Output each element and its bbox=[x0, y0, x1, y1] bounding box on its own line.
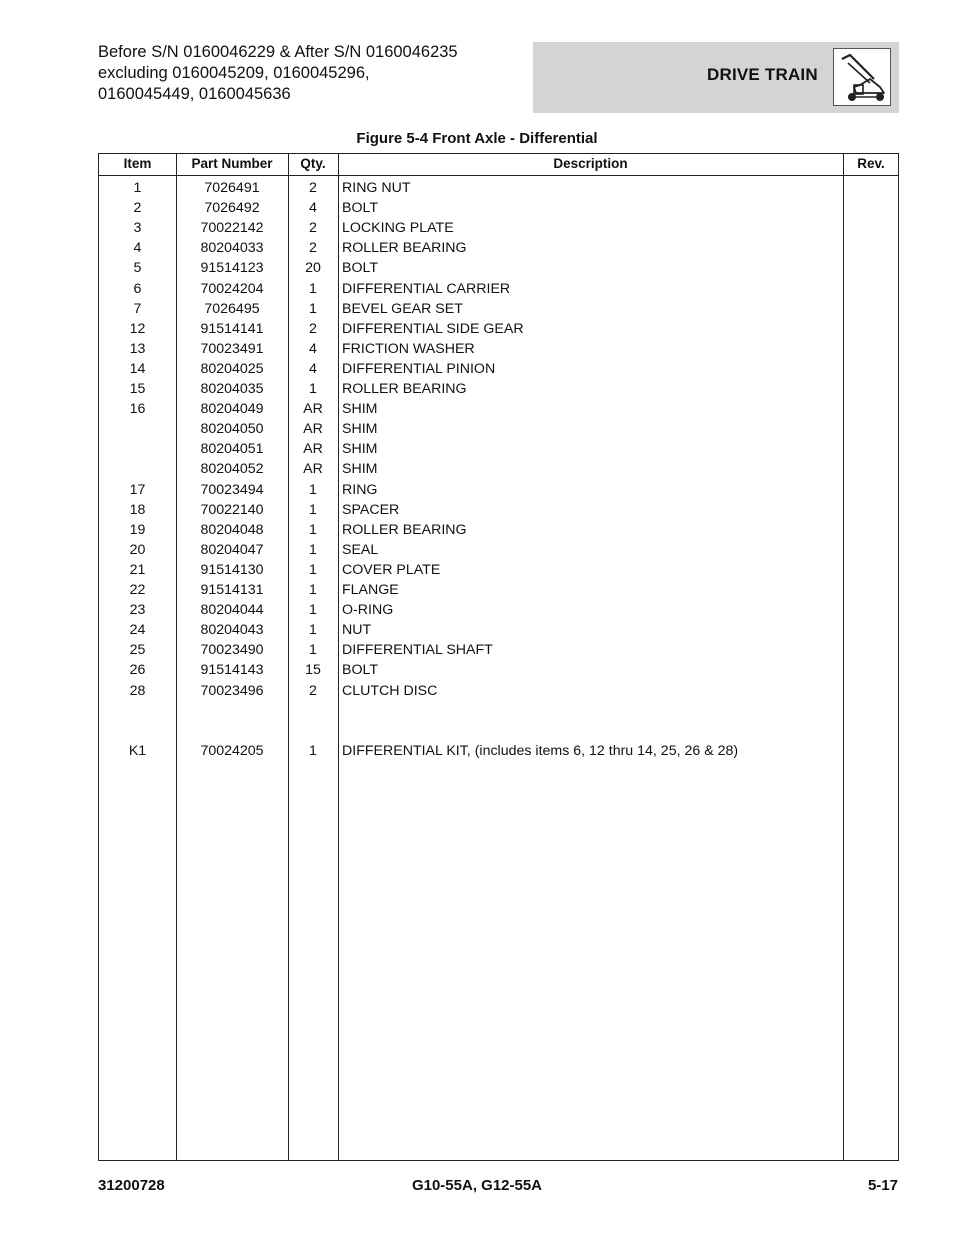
cell-item: 28 bbox=[129, 682, 146, 699]
cell-qty: 4 bbox=[309, 360, 317, 377]
cell-item: 5 bbox=[133, 260, 142, 277]
cell-part-number: 80204049 bbox=[200, 401, 264, 418]
cell-qty: 1 bbox=[309, 602, 317, 619]
drive-train-vehicle-icon bbox=[833, 48, 891, 106]
cell-part-number: 70023494 bbox=[200, 481, 264, 498]
cell-description: DIFFERENTIAL KIT, (includes items 6, 12 thru 14, 25, 26 & 28) bbox=[342, 742, 739, 759]
cell-item: 6 bbox=[133, 280, 142, 297]
cell-qty: 1 bbox=[309, 541, 317, 558]
cell-qty: 1 bbox=[309, 642, 317, 659]
cell-item: 7 bbox=[133, 300, 142, 317]
cell-item: 24 bbox=[129, 622, 146, 639]
cell-item: 12 bbox=[129, 320, 146, 337]
cell-description: SHIM bbox=[342, 421, 378, 438]
table-row bbox=[99, 560, 898, 580]
table-row bbox=[99, 299, 898, 319]
cell-item: 4 bbox=[133, 240, 142, 257]
document-number: 31200728 bbox=[98, 1177, 165, 1194]
cell-item: 14 bbox=[129, 360, 146, 377]
cell-description: SPACER bbox=[342, 501, 400, 518]
table-row bbox=[99, 379, 898, 399]
section-title: DRIVE TRAIN bbox=[707, 65, 818, 84]
cell-part-number: 80204047 bbox=[200, 541, 264, 558]
cell-description: BOLT bbox=[342, 662, 379, 679]
cell-part-number: 70022142 bbox=[200, 220, 264, 237]
table-row bbox=[99, 580, 898, 600]
table-row bbox=[99, 419, 898, 439]
cell-description: CLUTCH DISC bbox=[342, 682, 438, 699]
cell-description: ROLLER BEARING bbox=[342, 381, 467, 397]
cell-qty: 1 bbox=[309, 561, 317, 578]
column-header-description: Description bbox=[553, 156, 628, 171]
table-row bbox=[99, 640, 898, 660]
cell-description: O-RING bbox=[342, 602, 394, 619]
cell-item: 21 bbox=[129, 561, 146, 578]
cell-qty: AR bbox=[303, 421, 323, 438]
column-header-qty: Qty. bbox=[300, 156, 326, 171]
section-banner bbox=[533, 42, 899, 113]
table-row bbox=[99, 359, 898, 379]
cell-qty: 1 bbox=[309, 300, 317, 317]
cell-item: 20 bbox=[129, 541, 146, 558]
table-row bbox=[99, 198, 898, 218]
cell-part-number: 80204052 bbox=[200, 461, 264, 478]
cell-qty: 1 bbox=[309, 280, 317, 297]
cell-description: DIFFERENTIAL SIDE GEAR bbox=[342, 320, 524, 337]
cell-qty: 1 bbox=[309, 521, 317, 538]
cell-description: RING bbox=[342, 481, 378, 498]
parts-table bbox=[98, 153, 899, 1161]
header-line: Before S/N 0160046229 & After S/N 0160046235 bbox=[98, 43, 458, 61]
table-row bbox=[99, 681, 898, 701]
cell-qty: 1 bbox=[309, 582, 317, 598]
header-line: 0160045449, 0160045636 bbox=[98, 85, 291, 103]
cell-description: ROLLER BEARING bbox=[342, 521, 467, 538]
column-header-rev: Rev. bbox=[857, 156, 885, 171]
cell-part-number: 70023491 bbox=[200, 340, 264, 357]
cell-qty: 1 bbox=[309, 481, 317, 498]
cell-part-number: 80204050 bbox=[200, 421, 264, 438]
cell-part-number: 70022140 bbox=[200, 501, 264, 518]
cell-qty: 2 bbox=[309, 180, 317, 196]
cell-description: SHIM bbox=[342, 441, 378, 458]
cell-item: 16 bbox=[129, 401, 146, 418]
cell-part-number: 80204044 bbox=[200, 602, 264, 619]
cell-part-number: 80204025 bbox=[200, 360, 264, 377]
table-row bbox=[99, 459, 898, 479]
serial-range-header bbox=[98, 42, 458, 105]
cell-item: 3 bbox=[133, 220, 142, 237]
cell-qty: 2 bbox=[309, 240, 317, 257]
cell-item: 23 bbox=[129, 602, 146, 619]
cell-part-number: 70023490 bbox=[200, 642, 264, 659]
table-row bbox=[99, 178, 898, 198]
table-row bbox=[99, 258, 898, 278]
table-row bbox=[99, 721, 898, 741]
cell-description: RING NUT bbox=[342, 180, 411, 196]
cell-description: COVER PLATE bbox=[342, 561, 441, 578]
cell-qty: 1 bbox=[309, 381, 317, 397]
cell-part-number: 91514141 bbox=[200, 320, 264, 337]
column-header-item: Item bbox=[123, 156, 152, 171]
cell-part-number: 80204035 bbox=[200, 381, 264, 397]
cell-qty: 4 bbox=[309, 200, 317, 217]
cell-part-number: 80204033 bbox=[200, 240, 264, 257]
cell-item: 22 bbox=[129, 582, 146, 598]
cell-description: SHIM bbox=[342, 401, 378, 418]
cell-item: 19 bbox=[129, 521, 146, 538]
cell-description: ROLLER BEARING bbox=[342, 240, 467, 257]
cell-qty: 4 bbox=[309, 340, 317, 357]
cell-qty: 1 bbox=[309, 742, 317, 759]
cell-description: BOLT bbox=[342, 200, 379, 217]
cell-item: 15 bbox=[129, 381, 146, 397]
cell-part-number: 7026495 bbox=[204, 300, 260, 317]
header-divider bbox=[99, 175, 898, 176]
table-row bbox=[99, 279, 898, 299]
cell-item: 18 bbox=[129, 501, 146, 518]
table-row bbox=[99, 500, 898, 520]
cell-qty: 15 bbox=[305, 662, 321, 679]
cell-description: DIFFERENTIAL CARRIER bbox=[342, 280, 511, 297]
cell-qty: 2 bbox=[309, 682, 317, 699]
cell-description: SHIM bbox=[342, 461, 378, 478]
cell-qty: 1 bbox=[309, 501, 317, 518]
cell-item: 1 bbox=[133, 180, 142, 196]
cell-description: DIFFERENTIAL PINION bbox=[342, 360, 496, 377]
cell-description: DIFFERENTIAL SHAFT bbox=[342, 642, 493, 659]
cell-part-number: 80204051 bbox=[200, 441, 264, 458]
cell-part-number: 70024205 bbox=[200, 742, 264, 759]
table-row bbox=[99, 218, 898, 238]
cell-description: BEVEL GEAR SET bbox=[342, 300, 463, 317]
table-row bbox=[99, 439, 898, 459]
table-row bbox=[99, 480, 898, 500]
figure-title: Figure 5-4 Front Axle - Differential bbox=[356, 130, 598, 147]
cell-part-number: 91514143 bbox=[200, 662, 264, 679]
cell-part-number: 70024204 bbox=[200, 280, 264, 297]
cell-part-number: 7026492 bbox=[204, 200, 260, 217]
table-row bbox=[99, 741, 898, 761]
table-row bbox=[99, 600, 898, 620]
table-row bbox=[99, 701, 898, 721]
cell-item: K1 bbox=[128, 742, 147, 759]
cell-description: LOCKING PLATE bbox=[342, 220, 454, 237]
cell-qty: 2 bbox=[309, 320, 317, 337]
cell-part-number: 91514123 bbox=[200, 260, 264, 277]
cell-description: FLANGE bbox=[342, 582, 399, 598]
page-number: 5-17 bbox=[867, 1177, 898, 1194]
cell-part-number: 70023496 bbox=[200, 682, 264, 699]
cell-qty: 2 bbox=[309, 220, 317, 237]
cell-part-number: 80204043 bbox=[200, 622, 264, 639]
cell-description: SEAL bbox=[342, 541, 379, 558]
cell-item: 17 bbox=[129, 481, 146, 498]
cell-part-number: 7026491 bbox=[204, 180, 260, 196]
cell-qty: 1 bbox=[309, 622, 317, 639]
model-numbers: G10-55A, G12-55A bbox=[411, 1177, 543, 1194]
cell-description: NUT bbox=[342, 622, 372, 639]
table-row bbox=[99, 540, 898, 560]
cell-part-number: 80204048 bbox=[200, 521, 264, 538]
cell-description: BOLT bbox=[342, 260, 379, 277]
cell-item: 2 bbox=[133, 200, 142, 217]
table-row bbox=[99, 238, 898, 258]
column-header-part-number: Part Number bbox=[191, 156, 273, 171]
cell-item: 25 bbox=[129, 642, 146, 659]
table-row bbox=[99, 319, 898, 339]
table-row bbox=[99, 660, 898, 680]
cell-qty: AR bbox=[303, 461, 323, 478]
cell-qty: AR bbox=[303, 401, 323, 418]
cell-item: 13 bbox=[129, 340, 146, 357]
cell-item: 26 bbox=[129, 662, 146, 679]
table-row bbox=[99, 399, 898, 419]
cell-qty: 20 bbox=[305, 260, 321, 277]
cell-qty: AR bbox=[303, 441, 323, 458]
table-row bbox=[99, 339, 898, 359]
cell-description: FRICTION WASHER bbox=[342, 340, 475, 357]
header-line: excluding 0160045209, 0160045296, bbox=[98, 64, 370, 82]
table-row bbox=[99, 520, 898, 540]
table-row bbox=[99, 620, 898, 640]
cell-part-number: 91514130 bbox=[200, 561, 264, 578]
cell-part-number: 91514131 bbox=[200, 582, 264, 598]
